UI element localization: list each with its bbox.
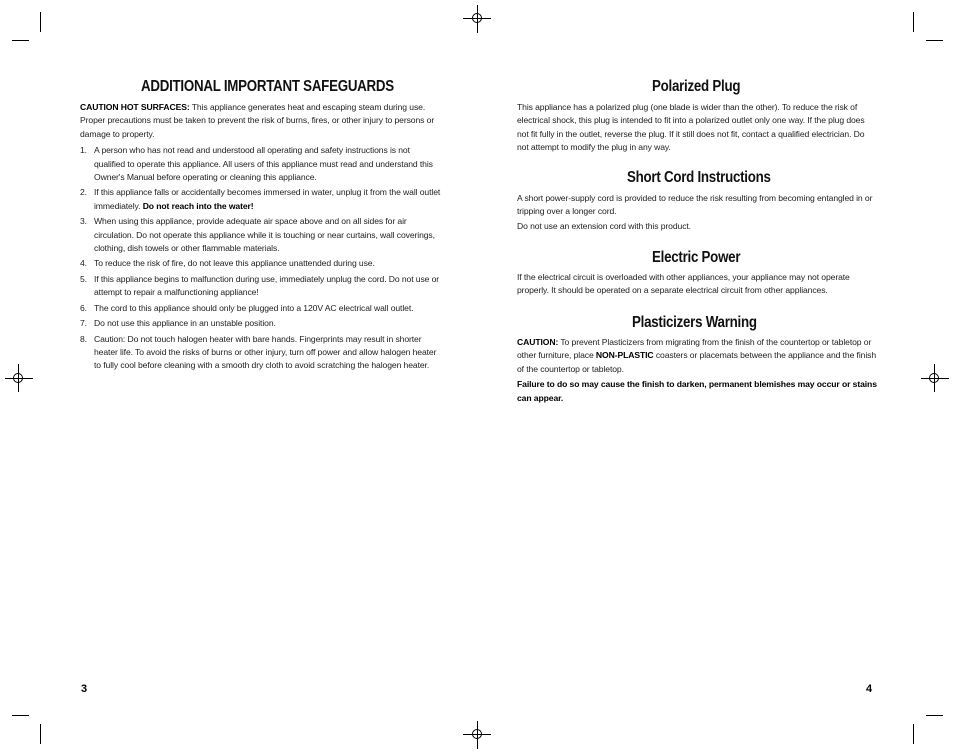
list-item: 4. To reduce the risk of fire, do not leave this appliance unattended during use.	[80, 258, 375, 269]
caution-label: CAUTION:	[517, 337, 559, 347]
list-item: 6. The cord to this appliance should only be plugged into a 120V AC electrical wall outlet.	[80, 302, 414, 313]
electric-power-text: If the electrical circuit is overloaded with other appliances, your appliance may not operate properly. It should be operated on a separate electrical circuit from other appliances.	[517, 272, 850, 296]
safeguards-body	[80, 101, 442, 375]
plasticizers-paragraph: CAUTION: To prevent Plasticizers from migrating from the finish of the countertop or tabletop or other furniture, place NON-PLASTIC coasters or placemats between the appliance and the finish of the countertop or tabletop.	[517, 337, 876, 374]
page-number-left: 3	[81, 683, 88, 695]
list-item: 1. A person who has not read and understood all operating and safety instructions is not qualified to operate this appliance. All users of this appliance must read and understand this Owner's Manual before operating or cleaning this appliance.	[80, 145, 433, 183]
right-page	[477, 0, 954, 756]
electric-power-heading: Electric Power	[652, 249, 741, 266]
hot-surfaces-label: CAUTION HOT SURFACES:	[80, 102, 190, 112]
list-item: 2. If this appliance falls or accidentally becomes immersed in water, unplug it from the wall outlet immediately. Do not reach into the water!	[80, 187, 441, 211]
polarized-plug-heading: Polarized Plug	[652, 78, 741, 95]
plasticizers-warning: Failure to do so may cause the finish to darken, permanent blemishes may occur or stains can appear.	[517, 379, 877, 403]
short-cord-text: A short power-supply cord is provided to reduce the risk resulting from becoming entangled in or tripping over a longer cord. Do not use an extension cord with this product.	[517, 193, 873, 231]
safeguards-heading: ADDITIONAL IMPORTANT SAFEGUARDS	[141, 78, 394, 95]
hot-surfaces-paragraph	[80, 101, 442, 141]
plasticizers-heading: Plasticizers Warning	[632, 314, 757, 331]
hot-surfaces-text: This appliance generates heat and escaping steam during use. Proper precautions must be taken to prevent the risk of burns, fires, or other injury to persons or damage to property.	[80, 102, 435, 139]
non-plastic-label: NON-PLASTIC	[595, 350, 654, 361]
short-cord-heading: Short Cord Instructions	[627, 169, 771, 186]
plasticizers-text	[517, 336, 877, 405]
water-warning: Do not reach into the water!	[142, 200, 254, 211]
safeguards-list	[80, 144, 442, 373]
list-item: 5. If this appliance begins to malfunction during use, immediately unplug the cord. Do not use or attempt to repair a malfunctioning appliance!	[80, 273, 440, 298]
list-item: 3. When using this appliance, provide adequate air space above and on all sides for air circulation. Do not operate this appliance while it is touching or near curtains, wall coverings, clothing, dish towels or other flammable materials.	[80, 216, 435, 254]
page-number-right: 4	[866, 683, 873, 695]
list-item: 7. Do not use this appliance in an unstable position.	[80, 318, 276, 329]
list-item: 8. Caution: Do not touch halogen heater with bare hands. Fingerprints may result in shorter heater life. To avoid the risks of burns or other injury, turn off power and allow halogen heater to fully cool before cleaning with a smooth dry cloth to avoid scratching the halogen heater.	[80, 333, 437, 371]
polarized-plug-text: This appliance has a polarized plug (one blade is wider than the other). To reduce the risk of electrical shock, this plug is intended to fit into a polarized outlet only one way. If the plug does not fit fully in the outlet, reverse the plug. If it still does not fit, contact a qualified electrician. Do not attempt to modify the plug in any way.	[517, 102, 865, 153]
